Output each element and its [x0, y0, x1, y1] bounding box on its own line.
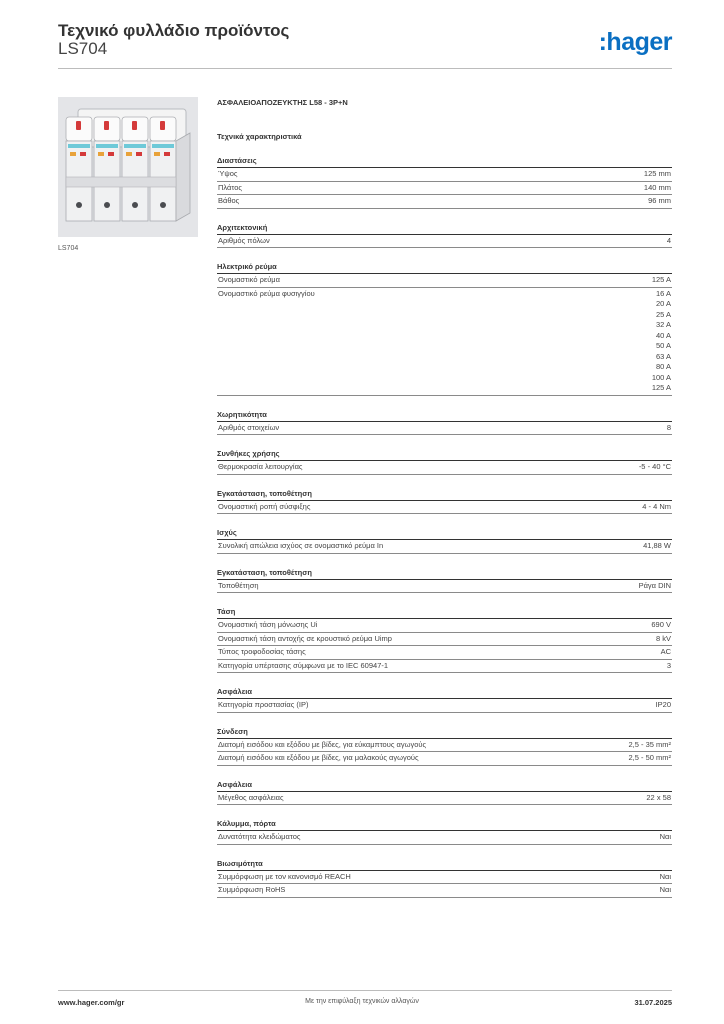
spec-value: 3 [666, 660, 671, 670]
spec-row [217, 235, 672, 249]
product-code: LS704 [58, 39, 108, 58]
spec-value: 125 mm [643, 169, 671, 178]
spec-row [217, 288, 672, 396]
section-title: Χωρητικότητα [217, 409, 672, 422]
spec-value: 4 [666, 235, 671, 245]
spec-section [217, 527, 672, 554]
spec-label: Ύψος [218, 169, 238, 178]
header-divider [58, 68, 672, 69]
spec-value: 96 mm [648, 196, 671, 205]
spec-label: Αριθμός στοιχείων [218, 422, 280, 432]
section-title: Αρχιτεκτονική [217, 222, 672, 235]
section-title: Διαστάσεις [217, 155, 672, 168]
spec-section [217, 726, 672, 766]
spec-label: Ονομαστική ροπή σύσφιξης [218, 501, 311, 511]
spec-value: 2,5 - 35 mm² [628, 739, 671, 749]
spec-row [217, 739, 672, 753]
spec-row [217, 884, 672, 898]
spec-value: 690 V [651, 620, 671, 629]
spec-row [217, 195, 672, 209]
section-title: Συνθήκες χρήσης [217, 448, 672, 461]
spec-label: Συμμόρφωση RoHS [218, 885, 286, 894]
spec-section [217, 686, 672, 713]
spec-row [217, 580, 672, 594]
spec-section [217, 488, 672, 515]
spec-value: Ράγα DIN [638, 580, 671, 590]
spec-row [217, 501, 672, 515]
spec-sections [217, 155, 672, 898]
product-image [58, 97, 198, 237]
spec-label: Δυνατότητα κλειδώματος [218, 832, 301, 841]
section-title: Εγκατάσταση, τοποθέτηση [217, 488, 672, 501]
image-caption: LS704 [58, 245, 79, 252]
spec-label: Κατηγορία υπέρτασης σύμφωνα με το IEC 60947-1 [218, 660, 389, 670]
spec-row [217, 646, 672, 660]
spec-row [217, 422, 672, 436]
footer-note: Με την επιφύλαξη τεχνικών αλλαγών [305, 998, 419, 1005]
spec-label: Θερμοκρασία λειτουργίας [218, 462, 303, 471]
spec-row [217, 699, 672, 713]
spec-label: Μέγεθος ασφάλειας [218, 792, 284, 802]
spec-section [217, 858, 672, 898]
spec-row [217, 182, 672, 196]
spec-value: Ναι [659, 832, 671, 841]
section-title: Βιωσιμότητα [217, 858, 672, 871]
spec-value: 41,88 W [643, 541, 671, 550]
spec-label: Κατηγορία προστασίας (IP) [218, 700, 309, 709]
spec-section [217, 261, 672, 396]
spec-section [217, 222, 672, 249]
section-title: Τάση [217, 606, 672, 619]
product-name: ΑΣΦΑΛΕΙΟΑΠΟΖΕΥΚΤΗΣ L58 - 3P+N [217, 98, 348, 107]
spec-content [217, 97, 672, 898]
spec-section [217, 818, 672, 845]
spec-row [217, 871, 672, 885]
spec-value: 2,5 - 50 mm² [628, 753, 671, 762]
spec-row [217, 752, 672, 766]
spec-section [217, 448, 672, 475]
spec-row [217, 792, 672, 806]
spec-label: Τοποθέτηση [218, 580, 259, 590]
spec-value: 22 x 58 [646, 792, 671, 802]
spec-label: Συμμόρφωση με τον κανονισμό REACH [218, 871, 351, 881]
spec-value: 4 - 4 Nm [642, 501, 671, 511]
spec-label: Συνολική απώλεια ισχύος σε ονομαστικό ρεύμα In [218, 541, 384, 550]
spec-label: Ονομαστικό ρεύμα [218, 275, 280, 284]
spec-section [217, 567, 672, 594]
spec-section [217, 409, 672, 436]
spec-label: Ονομαστική τάση αντοχής σε κρουστικό ρεύμα Uimp [218, 633, 392, 643]
document-title: Τεχνικό φυλλάδιο προϊόντος [58, 21, 290, 40]
spec-value: -5 - 40 °C [638, 462, 671, 471]
section-title: Ασφάλεια [217, 779, 672, 792]
section-title: Ηλεκτρικό ρεύμα [217, 261, 672, 274]
spec-value: 140 mm [643, 182, 671, 192]
spec-row [217, 619, 672, 633]
spec-value: 16 A 20 A 25 A 32 A 40 A 50 A 63 A 80 A 100 A 125 A [651, 288, 671, 392]
footer-url: www.hager.com/gr [58, 998, 125, 1007]
spec-value: 8 [666, 422, 671, 432]
footer-divider [58, 990, 672, 991]
spec-label: Διατομή εισόδου και εξόδου με βίδες, για εύκαμπτους αγωγούς [218, 739, 427, 749]
hager-logo: :hager [598, 28, 672, 56]
section-title: Ασφάλεια [217, 686, 672, 699]
spec-label: Ονομαστική τάση μόνωσης Ui [218, 620, 318, 629]
section-title: Κάλυμμα, πόρτα [217, 818, 672, 831]
spec-label: Αριθμός πόλων [218, 235, 270, 245]
spec-row [217, 461, 672, 475]
spec-row [217, 660, 672, 674]
specs-subtitle: Τεχνικά χαρακτηριστικά [217, 132, 302, 141]
spec-section [217, 155, 672, 209]
spec-value: AC [660, 647, 671, 656]
section-title: Ισχύς [217, 527, 672, 540]
spec-label: Τύπος τροφοδοσίας τάσης [218, 647, 306, 656]
spec-value: 8 kV [655, 633, 671, 643]
spec-row [217, 168, 672, 182]
spec-value: IP20 [655, 700, 671, 709]
spec-value: 125 A [651, 275, 671, 284]
spec-label: Διατομή εισόδου και εξόδου με βίδες, για μαλακούς αγωγούς [218, 753, 419, 762]
section-title: Σύνδεση [217, 726, 672, 739]
spec-row [217, 633, 672, 647]
spec-label: Βάθος [218, 196, 240, 205]
section-title: Εγκατάσταση, τοποθέτηση [217, 567, 672, 580]
spec-row [217, 540, 672, 554]
spec-label: Πλάτος [218, 182, 243, 192]
spec-label: Ονομαστικό ρεύμα φυσιγγίου [218, 288, 315, 298]
spec-section [217, 779, 672, 806]
spec-row [217, 274, 672, 288]
spec-value: Ναι [659, 885, 671, 894]
spec-row [217, 831, 672, 845]
footer-date: 31.07.2025 [634, 998, 672, 1007]
fuse-disconnector-illustration [58, 97, 198, 237]
spec-section [217, 606, 672, 673]
spec-value: Ναι [659, 871, 671, 881]
